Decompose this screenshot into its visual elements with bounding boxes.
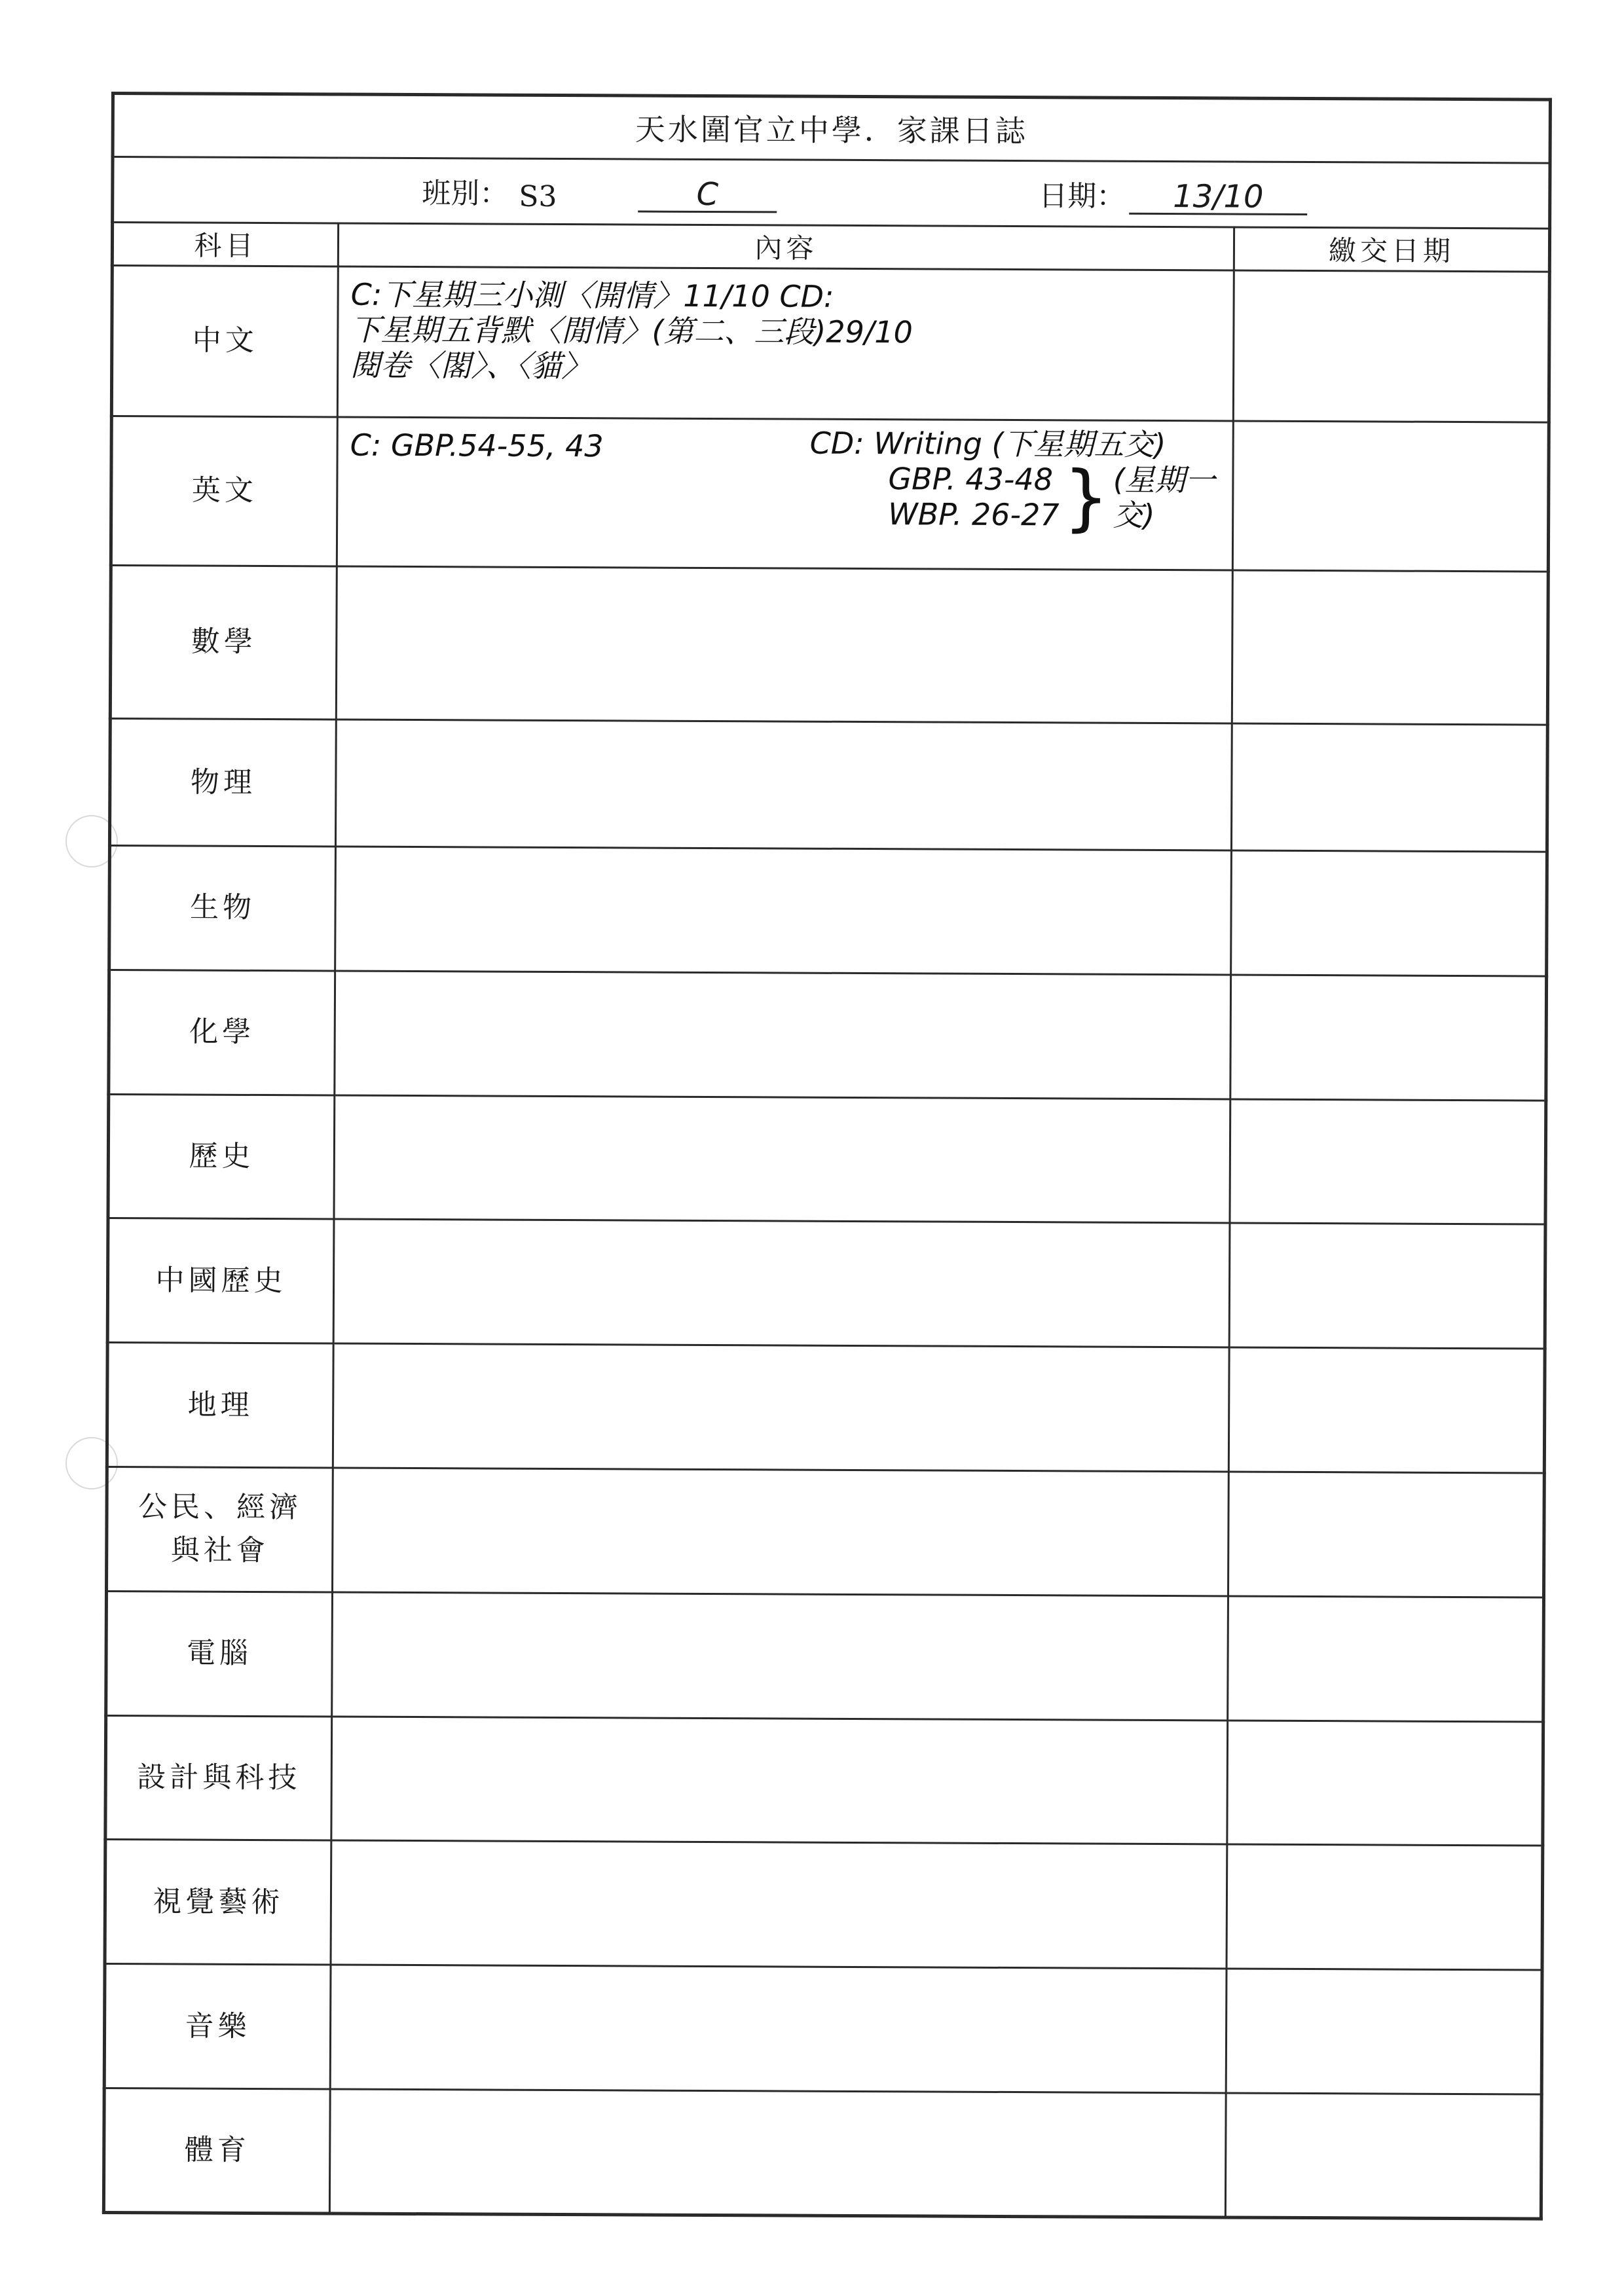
subject-cell: 英文 (111, 416, 337, 566)
content-cell (337, 266, 1234, 421)
content-line: C:下星期三小測〈開情〉11/10 CD: (350, 276, 834, 314)
content-cell (334, 1095, 1230, 1224)
table-row (106, 1591, 1544, 1721)
subject-cell: 體育 (103, 2088, 330, 2214)
subject-cell: 音樂 (104, 1964, 331, 2089)
content-cell (330, 1965, 1227, 2093)
subject-cell: 化學 (109, 970, 335, 1095)
table-row (105, 1715, 1543, 1846)
table-row (109, 970, 1547, 1100)
subject-cell: 歷史 (108, 1094, 335, 1219)
table-row (111, 265, 1549, 422)
content-cell (333, 1343, 1229, 1472)
due-date-cell (1228, 1596, 1544, 1722)
content-cell (336, 566, 1232, 723)
table-row (107, 1218, 1545, 1349)
table-row (103, 2088, 1541, 2219)
date-value: 13/10 (1129, 180, 1307, 216)
handwritten-notes (338, 418, 1232, 569)
due-date-cell (1227, 1844, 1543, 1970)
homework-diary-table (102, 92, 1552, 2221)
table-row (104, 1964, 1542, 2094)
table-row (108, 1094, 1546, 1224)
class-value: C (638, 178, 777, 213)
content-cell (332, 1592, 1228, 1721)
subject-cell: 物理 (109, 719, 336, 847)
table-row (107, 1467, 1545, 1597)
due-date-cell (1228, 1347, 1545, 1473)
due-date-cell (1231, 850, 1547, 976)
header-subject: 科目 (112, 222, 338, 266)
meta-row (113, 156, 1550, 228)
due-date-cell (1230, 1099, 1546, 1225)
content-line: WBP. 26-27 (888, 496, 1060, 533)
date-label: 日期： (1039, 179, 1126, 214)
table-row (105, 1840, 1543, 1970)
form-title: 天水圍官立中學．家課日誌 (113, 94, 1550, 163)
content-line: 下星期五背默〈閒情〉(第二、三段)29/10 (350, 312, 913, 350)
table-row (109, 845, 1547, 975)
subject-cell: 電腦 (106, 1591, 333, 1716)
content-right-block (809, 425, 1232, 539)
due-date-cell (1233, 270, 1549, 422)
due-date-cell (1232, 421, 1549, 572)
brace-symbol: } (1063, 455, 1109, 539)
content-line: 閱卷〈閣〉、〈貓〉 (350, 347, 592, 384)
handwritten-notes (339, 267, 1233, 420)
content-cell (331, 1840, 1227, 1969)
subject-cell: 設計與科技 (105, 1715, 332, 1840)
subject-cell: 地理 (107, 1343, 333, 1468)
content-cell (333, 1468, 1229, 1596)
class-prefix: S3 (519, 179, 557, 214)
subject-cell: 生物 (109, 845, 336, 970)
due-date-cell (1232, 570, 1548, 725)
class-field (422, 170, 777, 213)
table-row (111, 416, 1549, 572)
date-field (1039, 173, 1307, 216)
content-cell (333, 1219, 1230, 1347)
due-date-cell (1230, 975, 1547, 1101)
content-group (888, 455, 1232, 539)
content-cell (337, 417, 1233, 570)
table-row (110, 565, 1548, 725)
homework-diary-sheet (102, 92, 1549, 2221)
table-row (107, 1343, 1545, 1473)
subject-cell (107, 1467, 333, 1592)
content-cell (331, 1717, 1228, 1845)
due-date-cell (1227, 1721, 1543, 1846)
content-cell (335, 847, 1232, 975)
due-date-cell (1228, 1472, 1544, 1597)
subject-line: 公民、經濟 (138, 1490, 303, 1525)
content-cell (335, 720, 1232, 850)
content-cell (329, 2089, 1226, 2217)
due-date-cell (1231, 723, 1547, 852)
due-date-cell (1229, 1223, 1545, 1349)
subject-cell: 數學 (110, 565, 337, 720)
content-line: GBP. 43-48 (888, 461, 1054, 498)
content-line: C: GBP.54-55, 43 (350, 427, 604, 464)
content-line: (星期一交) (1113, 462, 1215, 534)
subject-cell: 中文 (111, 265, 338, 417)
due-date-cell (1225, 2093, 1541, 2219)
table-row (109, 719, 1547, 852)
subject-line: 與社會 (170, 1533, 269, 1568)
class-label: 班別： (422, 177, 509, 211)
content-line: CD: Writing (下星期五交) (809, 425, 1166, 462)
header-content: 內容 (338, 223, 1234, 270)
subject-cell: 中國歷史 (107, 1218, 334, 1343)
content-cell (335, 971, 1231, 1099)
header-due-date: 繳交日期 (1234, 227, 1549, 272)
due-date-cell (1226, 1969, 1542, 2094)
subject-cell: 視覺藝術 (105, 1840, 331, 1965)
